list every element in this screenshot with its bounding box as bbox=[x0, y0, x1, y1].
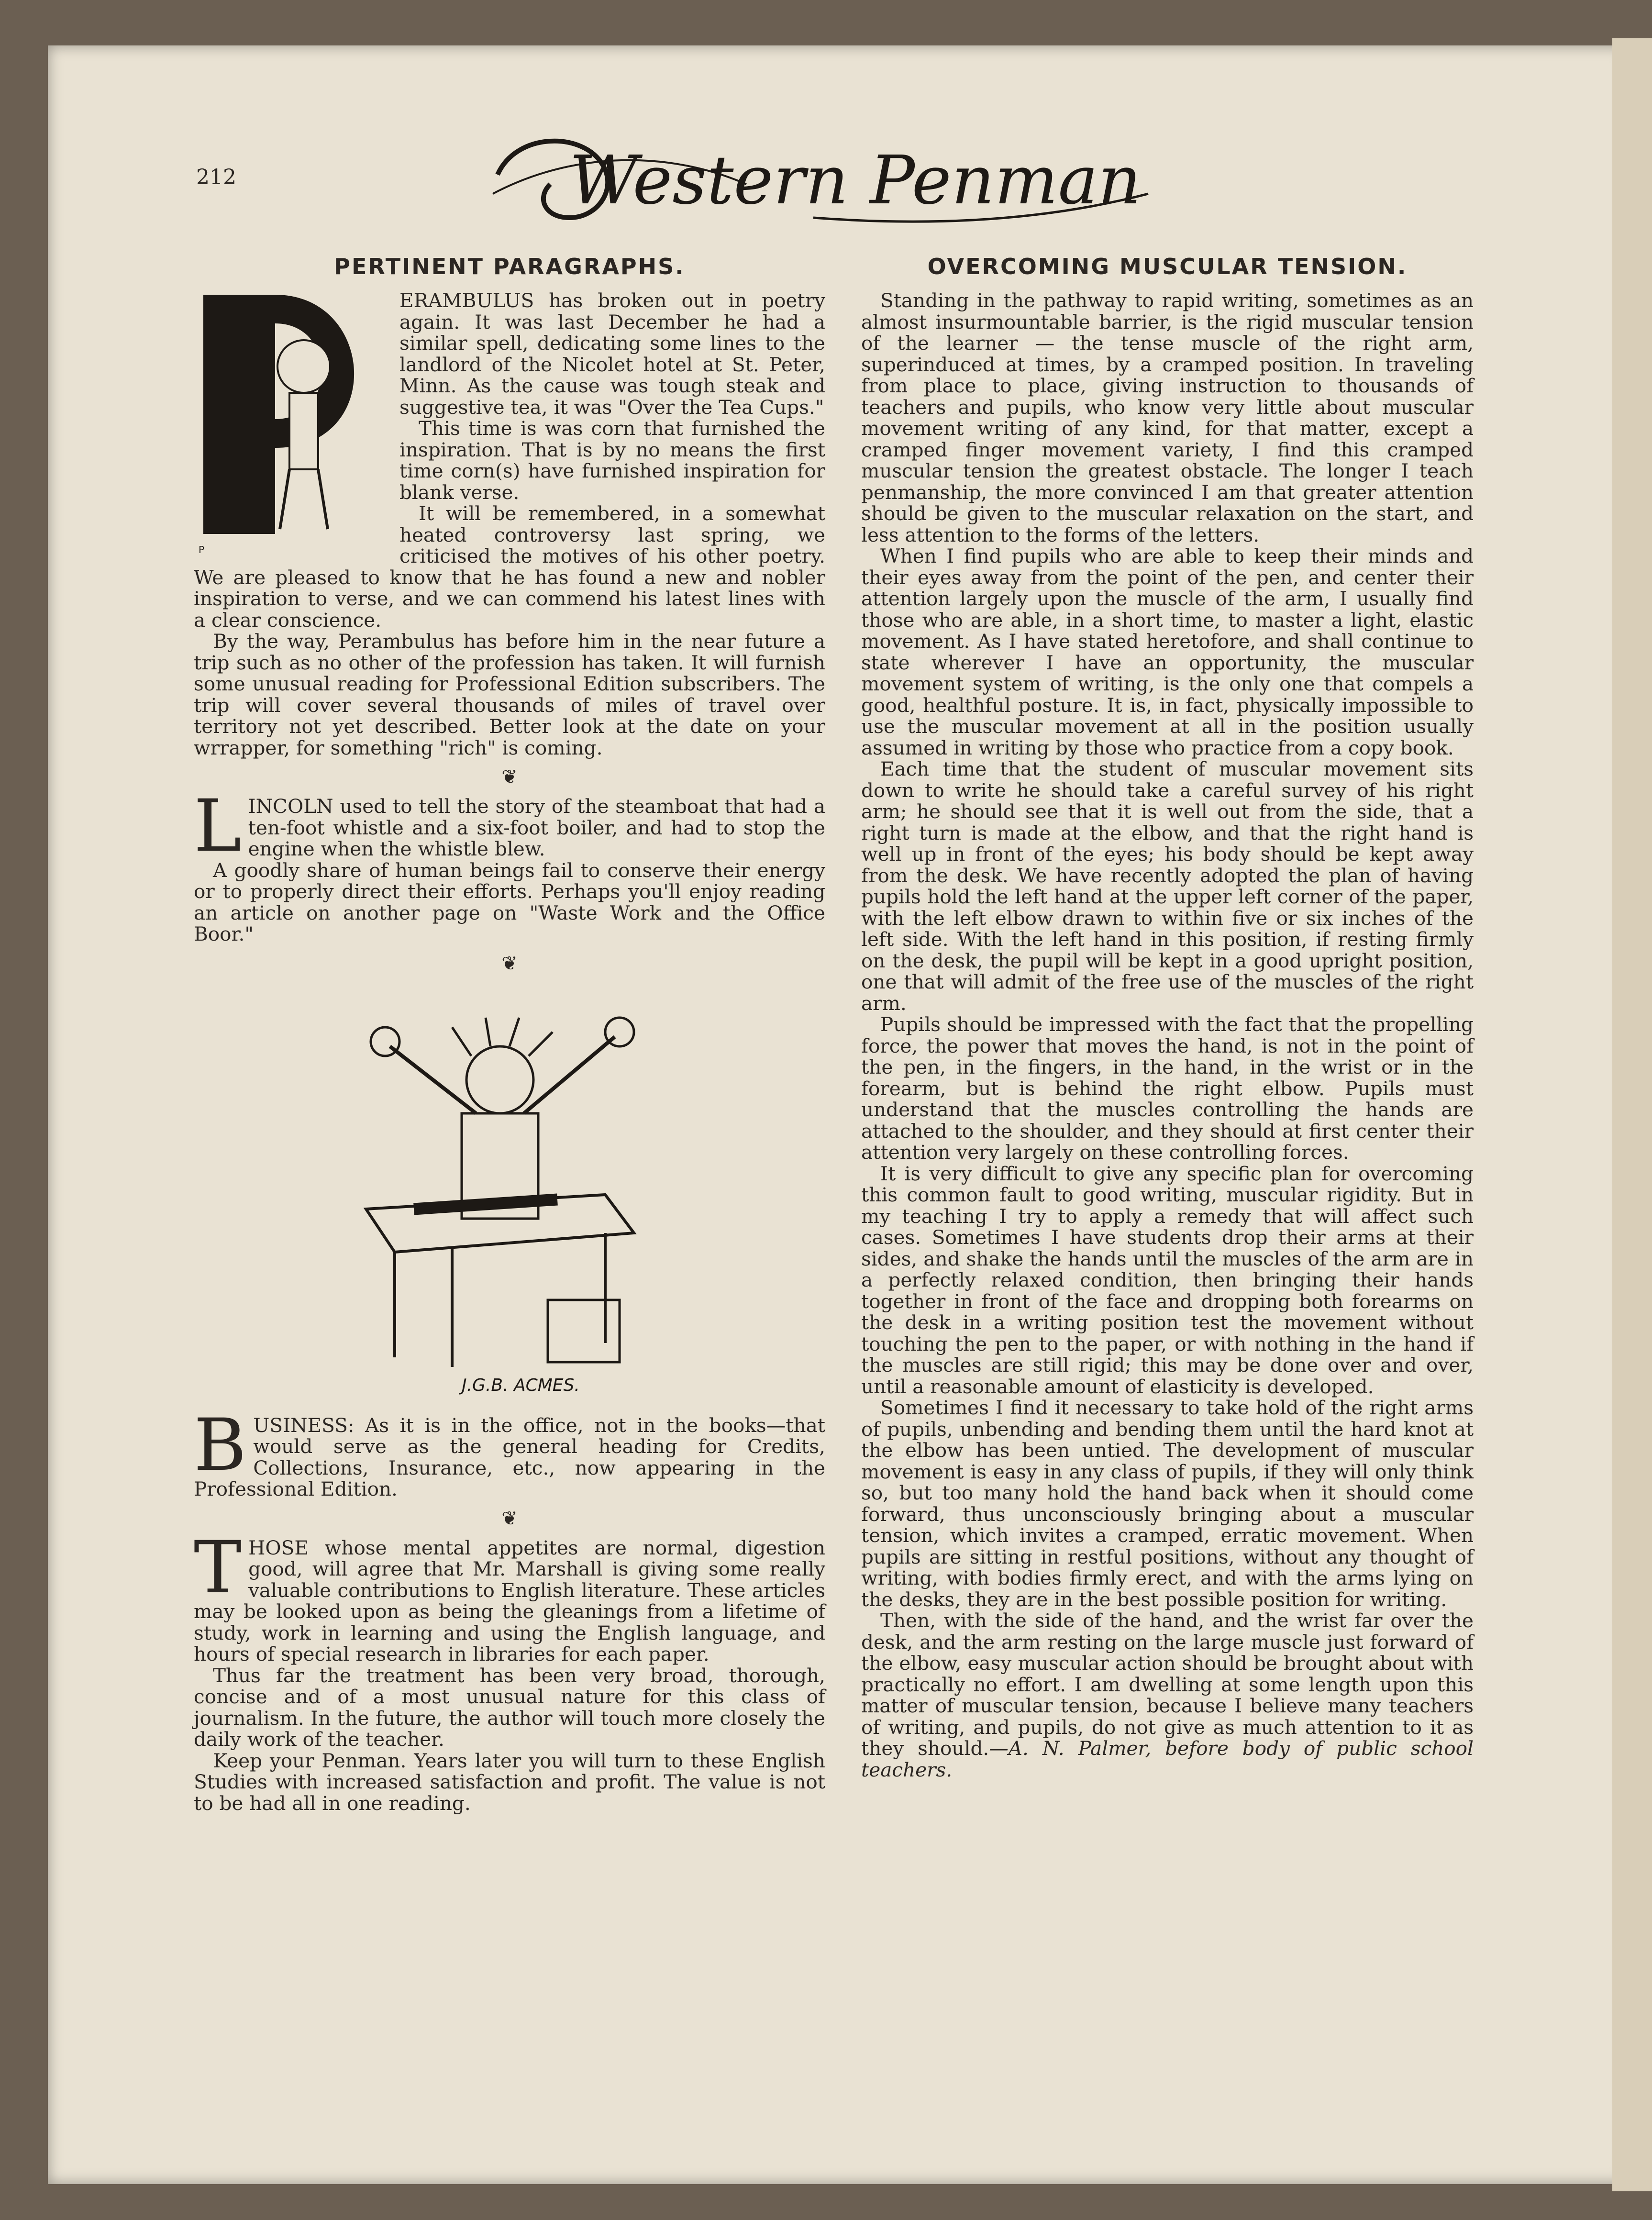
left-heading: PERTINENT PARAGRAPHS. bbox=[334, 254, 685, 279]
dropcap-l: L bbox=[194, 785, 242, 868]
left-para-3: It will be remembered, in a somewhat heated controversy last spring, we criticised the motives of his other poetry. We are pleased to know that he has found a new and nobler inspiration to verse, and we can commend his latest lines with a clear conscience. bbox=[194, 502, 825, 632]
right-para-3: Each time that the student of muscular movement sits down to write he should take a careful survey of his right arm; he should see that it is well out from the side, that a right turn is made at the elbow, and that the right hand is well up in front of the eyes; his body should be kept away from the desk. We have recently adopted the plan of having pupils hold the left hand at the upper left corner of the paper, with the left elbow drawn to within five or six inches of the left side. With the left hand in this position, if resting firmly on the desk, the pupil will be kept in a good upright position, one that will admit of the free use of the muscles of the right arm. bbox=[861, 757, 1474, 1015]
page-edge bbox=[1612, 38, 1652, 2191]
left-para-2: This time is was corn that furnished the inspiration. That is by no means the first time corn(s) have furnished inspiration for blank verse. bbox=[399, 417, 825, 504]
left-para-1: ERAMBULUS has broken out in poetry again. It was last December he had a similar spell, dedicating some lines to the landlord of the Nicolet hotel at St. Peter, Minn. As the cause was tough steak and suggestive tea, it was "Over the Tea Cups." bbox=[399, 289, 825, 419]
dropcap-t: T bbox=[194, 1526, 242, 1610]
ornament: ❦ bbox=[501, 952, 518, 975]
left-column bbox=[194, 254, 825, 1814]
left-para-6: A goodly share of human beings fail to conserve their energy or to properly direct their efforts. Perhaps you'll enjoy reading an article on another page on "Waste Work and the Office Boor." bbox=[194, 858, 825, 945]
right-heading: OVERCOMING MUSCULAR TENSION. bbox=[927, 254, 1408, 279]
left-para-8: HOSE whose mental appetites are normal, digestion good, will agree that Mr. Marshall is giving some really valuable contributions to English literature. These articles may be looked upon as being the gleanings from a lifetime of study, work in learning and using the English language, and hours of special research in libraries for each paper. bbox=[194, 1536, 825, 1665]
right-para-4: Pupils should be impressed with the fact that the propelling force, the power that moves the hand, is not in the point of the pen, in the fingers, in the hand, in the wrist or in the forearm, but is behind the right elbow. Pupils must understand that the muscles controlling the hands are attached to the shoulder, and they should at first center their attention very largely on these controlling forces. bbox=[861, 1013, 1474, 1164]
left-para-5: INCOLN used to tell the story of the steamboat that had a ten-foot whistle and a six-foot boiler, and had to stop the engine when the whistle blew. bbox=[248, 795, 825, 860]
left-para-9: Thus far the treatment has been very broad, thorough, concise and of a most unusual nature for this class of journalism. In the future, the author will touch more closely the daily work of the teacher. bbox=[194, 1664, 825, 1751]
right-para-1: Standing in the pathway to rapid writing, sometimes as an almost insurmountable barrier, is the rigid muscular tension of the learner — the tense muscle of the right arm, superinduced at times, by a cramped position. In traveling from place to place, giving instruction to thousands of teachers and pupils, who know very little about muscular movement writing of any kind, for that matter, except a cramped finger movement variety, I find this cramped muscular tension the greatest obstacle. The longer I teach penmanship, the more convinced I am that greater attention should be given to the muscular relaxation on the start, and less attention to the forms of the letters. bbox=[861, 289, 1474, 546]
masthead-logo bbox=[478, 122, 1172, 232]
illustrated-initial bbox=[194, 290, 390, 565]
ornament: ❦ bbox=[501, 766, 518, 788]
right-para-6: Sometimes I find it necessary to take hold of the right arms of pupils, unbending and bending them until the hard knot at the elbow has been untied. The development of muscular movement is easy in any class of pupils, if they will only think so, but too many hold the hand back when it should come forward, thus unconsciously bringing about a muscular tension, which invites a cramped, erratic movement. When pupils are sitting in restful positions, without any thought of writing, with bodies firmly erect, and with the arms lying on the desks, they are in the best possible position for writing. bbox=[861, 1396, 1474, 1611]
left-para-7: USINESS: As it is in the office, not in the books—that would serve as the general heading for Credits, Collections, Insurance, etc., now appearing in the Professional Edition. bbox=[194, 1413, 825, 1500]
right-para-7: Then, with the side of the hand, and the wrist far over the desk, and the arm resting on the large muscle just forward of the elbow, easy muscular action should be brought about with practically no effort. I am dwelling at some length upon this matter of muscular tension, because I believe many teachers of writing, and pupils, do not give as much attention to it as they should. bbox=[861, 1609, 1474, 1760]
cartoon-signature: J.G.B. ACMES. bbox=[462, 1375, 580, 1395]
page-number: 212 bbox=[196, 165, 236, 189]
attribution: —A. N. Palmer, before body of public school teachers. bbox=[861, 1737, 1474, 1781]
right-para-2: When I find pupils who are able to keep their minds and their eyes away from the point of the pen, and center their attention largely upon the muscle of the arm, I usually find those who are able, in a short time, to master a light, elastic movement. As I have stated heretofore, and shall continue to state wherever I have an opportunity, the muscular movement system of writing, is the only one that compels a good, healthful posture. It is, in fact, physically impossible to use the muscular movement at all in the position usually assumed in writing by those who practice from a copy book. bbox=[861, 544, 1474, 759]
left-para-4: By the way, Perambulus has before him in the near future a trip such as no other of the profession has taken. It will furnish some unusual reading for Professional Edition subscribers. The trip will cover several thousands of miles of travel over territory not yet described. Better look at the date on your wrrapper, for something "rich" is coming. bbox=[194, 630, 825, 759]
cartoon-illustration bbox=[270, 984, 749, 1405]
masthead-text: Western Penman bbox=[569, 142, 1142, 220]
dropcap-b: B bbox=[194, 1403, 247, 1487]
left-para-10: Keep your Penman. Years later you will turn to these English Studies with increased satisfaction and profit. The value is not to be had all in one reading. bbox=[194, 1749, 825, 1815]
ornament: ❦ bbox=[501, 1507, 518, 1530]
right-para-5: It is very difficult to give any specific plan for overcoming this common fault to good writing, muscular rigidity. But in my teaching I try to apply a remedy that will affect such cases. Sometimes I have students drop their arms at their sides, and shake the hands until the muscles of the arm are in a perfectly relaxed condition, then bringing their hands together in front of the face and dropping both forearms on the desk in a writing position test the movement without touching the pen to the paper, or with nothing in the hand if the muscles are still rigid; this may be done over and over, until a reasonable amount of elasticity is developed. bbox=[861, 1162, 1474, 1398]
right-column bbox=[861, 254, 1474, 1780]
initial-caption: P bbox=[199, 544, 205, 555]
